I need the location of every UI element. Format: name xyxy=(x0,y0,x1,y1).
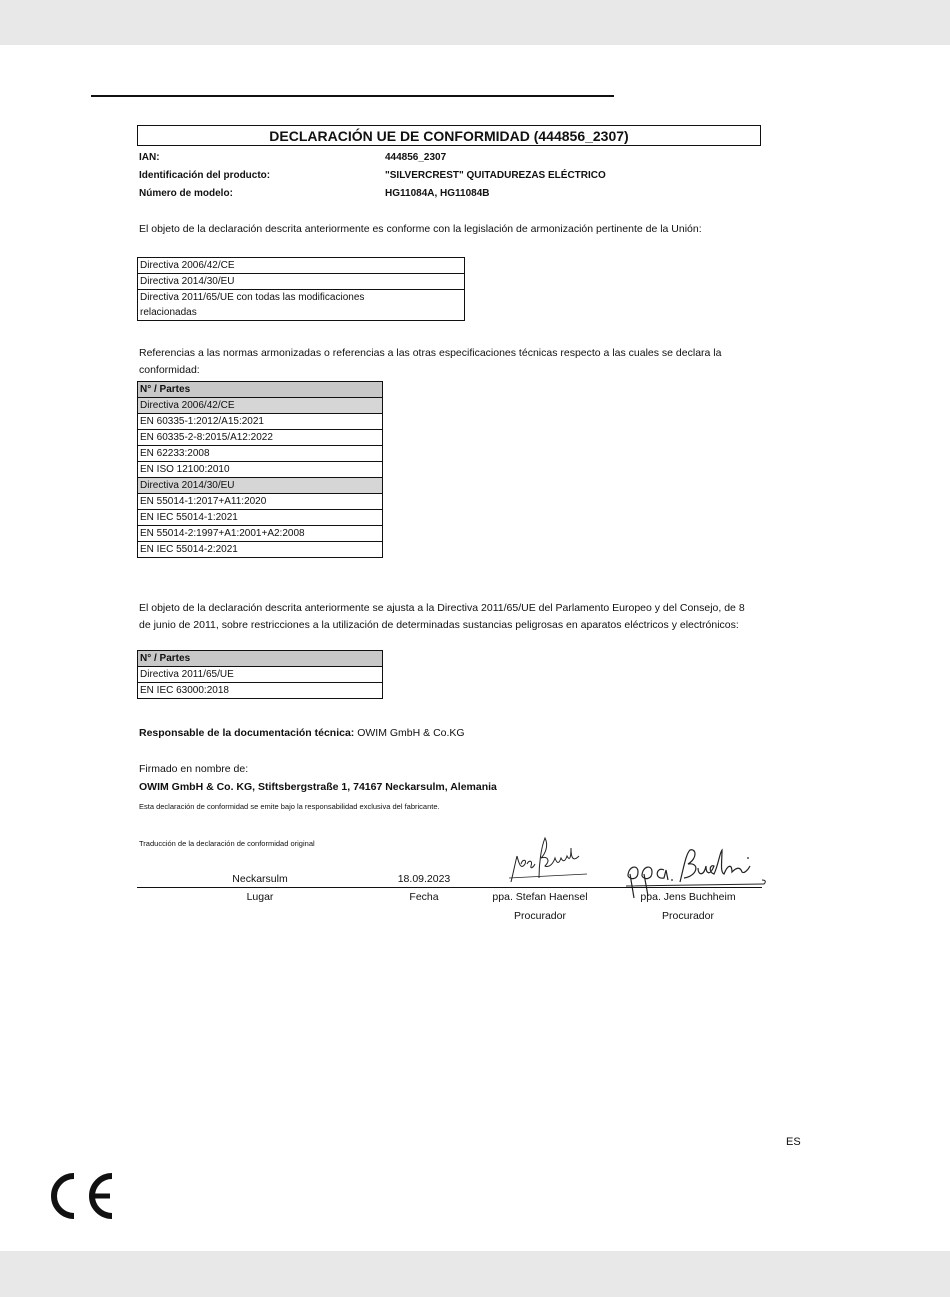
signed-for-label: Firmado en nombre de: xyxy=(139,763,249,775)
language-code: ES xyxy=(786,1136,801,1148)
info-row-product xyxy=(139,170,606,181)
table-row: EN IEC 63000:2018 xyxy=(138,683,383,699)
table-header: N° / Partes xyxy=(138,651,383,667)
signature-haensel xyxy=(505,834,595,888)
info-label: IAN: xyxy=(139,152,160,163)
table-row: EN 55014-2:1997+A1:2001+A2:2008 xyxy=(138,526,383,542)
rohs-paragraph: El objeto de la declaración descrita anteriormente se ajusta a la Directiva 2011/65/UE del Parlamento Europeo y del Consejo, de 8 de junio de 2011, sobre restricciones a la utilización de determinadas sustancias peligrosas en aparatos eléctricos y electrónicos: xyxy=(139,602,745,631)
directives-table xyxy=(137,257,465,321)
bottom-margin-band xyxy=(0,1251,950,1297)
info-value: 444856_2307 xyxy=(385,152,447,163)
info-value: HG11084A, HG11084B xyxy=(385,188,490,199)
signer2-name: ppa. Jens Buchheim xyxy=(640,891,736,903)
info-label: Número de modelo: xyxy=(139,188,233,199)
directive-cell: Directiva 2011/65/UE con todas las modificaciones relacionadas xyxy=(138,290,465,321)
header-rule xyxy=(91,95,614,97)
intro-paragraph: El objeto de la declaración descrita anteriormente es conforme con la legislación de armonización pertinente de la Unión: xyxy=(139,223,702,235)
table-row: EN ISO 12100:2010 xyxy=(138,462,383,478)
directive-cell: Directiva 2006/42/CE xyxy=(138,258,465,274)
signature-line xyxy=(137,887,762,888)
info-row-model xyxy=(139,188,490,199)
place-value: Neckarsulm xyxy=(232,873,288,885)
table-row: Directiva 2006/42/CE xyxy=(138,398,383,414)
document-title: DECLARACIÓN UE DE CONFORMIDAD (444856_2307) xyxy=(137,125,761,146)
place-label: Lugar xyxy=(246,891,274,903)
company-address: OWIM GmbH & Co. KG, Stiftsbergstraße 1, 74167 Neckarsulm, Alemania xyxy=(139,781,497,793)
signer2-role: Procurador xyxy=(662,910,714,922)
responsibility-note: Esta declaración de conformidad se emite bajo la responsabilidad exclusiva del fabricante. xyxy=(139,802,440,811)
rohs-table xyxy=(137,650,383,699)
responsible-label: Responsable de la documentación técnica: xyxy=(139,727,355,739)
table-row: EN IEC 55014-2:2021 xyxy=(138,542,383,558)
info-row-ian xyxy=(139,152,447,163)
references-paragraph: Referencias a las normas armonizadas o referencias a las otras especificaciones técnicas respecto a las cuales se declara la conformidad: xyxy=(139,347,722,376)
table-header: N° / Partes xyxy=(138,382,383,398)
technical-documentation-line xyxy=(139,727,465,739)
info-label: Identificación del producto: xyxy=(139,170,271,181)
signer1-role: Procurador xyxy=(514,910,566,922)
standards-table xyxy=(137,381,383,558)
info-value: "SILVERCREST" QUITADUREZAS ELÉCTRICO xyxy=(385,170,606,181)
table-row: EN 60335-2-8:2015/A12:2022 xyxy=(138,430,383,446)
table-row: EN IEC 55014-1:2021 xyxy=(138,510,383,526)
table-row: EN 55014-1:2017+A11:2020 xyxy=(138,494,383,510)
table-row: EN 60335-1:2012/A15:2021 xyxy=(138,414,383,430)
top-margin-band xyxy=(0,0,950,45)
date-label: Fecha xyxy=(409,891,439,903)
directive-cell: Directiva 2014/30/EU xyxy=(138,274,465,290)
date-value: 18.09.2023 xyxy=(397,873,451,885)
table-row: Directiva 2011/65/UE xyxy=(138,667,383,683)
ce-mark-icon xyxy=(44,1170,116,1222)
table-row: EN 62233:2008 xyxy=(138,446,383,462)
signer1-name: ppa. Stefan Haensel xyxy=(492,891,588,903)
translation-note: Traducción de la declaración de conformidad original xyxy=(139,839,315,848)
table-row: Directiva 2014/30/EU xyxy=(138,478,383,494)
responsible-value: OWIM GmbH & Co.KG xyxy=(354,727,465,739)
